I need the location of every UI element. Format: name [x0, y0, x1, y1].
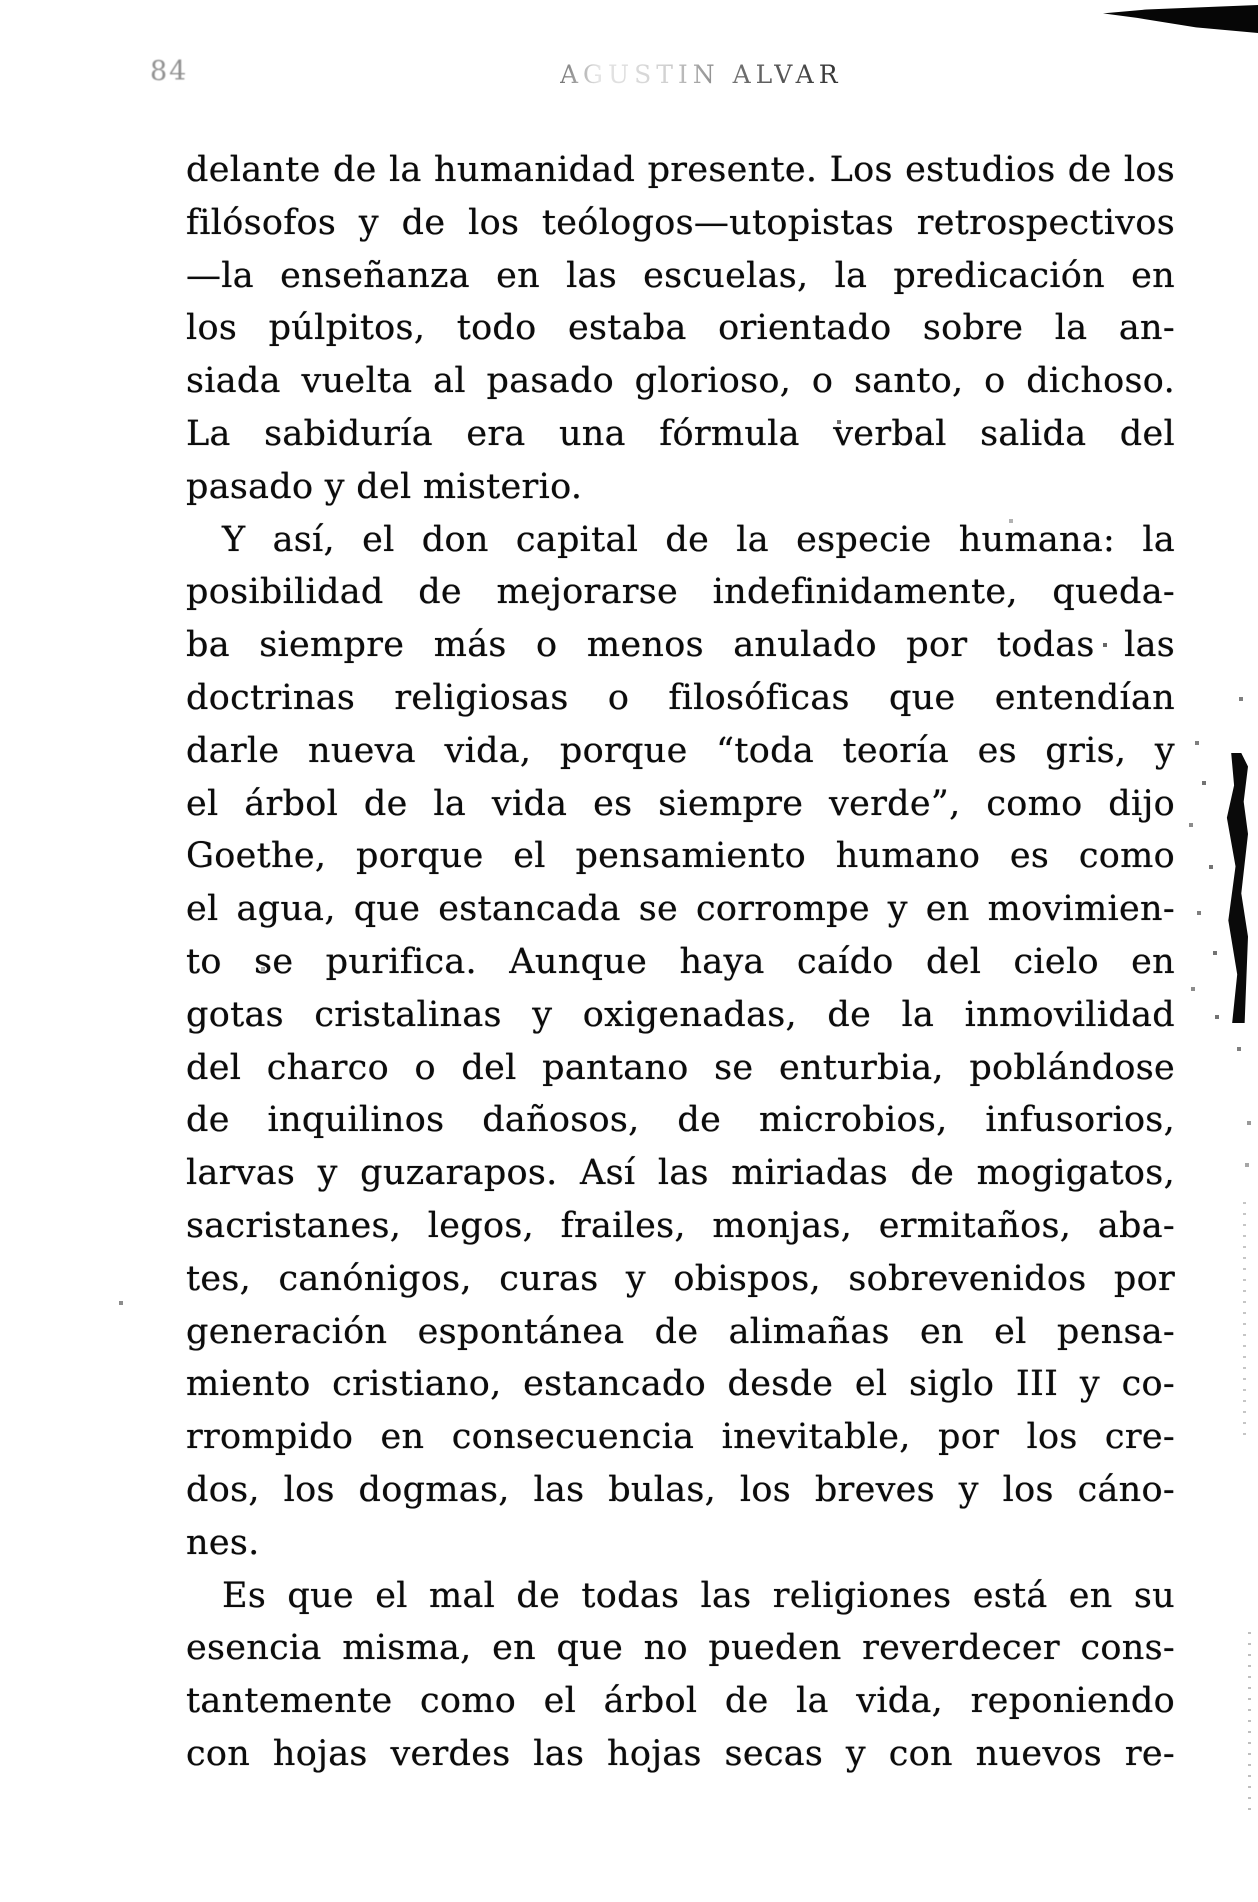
scan-noise-specks	[0, 0, 2, 2]
text-line: con hojas verdes las hojas secas y con nuevos re-	[186, 1733, 1175, 1774]
text-line: miento cristiano, estancado desde el siglo III y co-	[186, 1364, 1175, 1405]
text-line: delante de la humanidad presente. Los estudios de los	[186, 150, 1175, 190]
text-line: doctrinas religiosas o filosóficas que entendían	[186, 677, 1175, 718]
text-line: el agua, que estancada se corrompe y en movimien-	[186, 889, 1175, 930]
scan-dotted-mark	[1248, 1630, 1251, 1810]
text-line: larvas y guzarapos. Así las miriadas de mogigatos,	[186, 1153, 1175, 1194]
text-line: siada vuelta al pasado glorioso, o santo, o dichoso.	[186, 361, 1175, 402]
text-line: sacristanes, legos, frailes, monjas, ermitaños, aba-	[186, 1205, 1175, 1246]
text-line: to se purifica. Aunque haya caído del cielo en	[186, 941, 1175, 982]
text-line: gotas cristalinas y oxigenadas, de la inmovilidad	[186, 994, 1175, 1035]
text-line: de inquilinos dañosos, de microbios, infusorios,	[186, 1100, 1175, 1141]
text-line: el árbol de la vida es siempre verde”, como dijo	[186, 783, 1175, 824]
scan-dotted-mark	[1243, 1195, 1246, 1435]
text-line: ba siempre más o menos anulado por todas las	[186, 625, 1175, 666]
text-line: los púlpitos, todo estaba orientado sobre la an-	[186, 308, 1175, 349]
text-line: Es que el mal de todas las religiones está en su	[222, 1575, 1175, 1616]
text-line: del charco o del pantano se enturbia, poblándose	[186, 1047, 1175, 1088]
text-line: Y así, el don capital de la especie humana: la	[222, 519, 1175, 560]
text-line: posibilidad de mejorarse indefinidamente, queda-	[186, 572, 1175, 613]
text-line: —la enseñanza en las escuelas, la predicación en	[186, 255, 1175, 296]
page-body-text	[186, 144, 1175, 1781]
text-line: darle nueva vida, porque “toda teoría es gris, y	[186, 730, 1175, 771]
text-line: esencia misma, en que no pueden reverdecer cons-	[186, 1628, 1175, 1669]
text-line: pasado y del misterio.	[186, 466, 583, 507]
ink-smudge-artifact	[1224, 753, 1248, 1023]
text-line: nes.	[186, 1522, 260, 1563]
text-line: La sabiduría era una fórmula verbal salida del	[186, 413, 1175, 454]
text-line: rrompido en consecuencia inevitable, por los cre-	[186, 1417, 1175, 1458]
text-line: tantemente como el árbol de la vida, reponiendo	[186, 1681, 1175, 1722]
text-line: generación espontánea de alimañas en el pensa-	[186, 1311, 1175, 1352]
scan-corner-artifact	[1103, 5, 1258, 33]
running-title: AGUSTIN ALVAREZ	[560, 60, 889, 89]
text-line: filósofos y de los teólogos—utopistas retrospectivos	[186, 202, 1175, 243]
page-number: 84	[150, 56, 189, 87]
text-line: Goethe, porque el pensamiento humano es como	[186, 836, 1175, 877]
text-line: tes, canónigos, curas y obispos, sobrevenidos por	[186, 1258, 1175, 1299]
text-line: dos, los dogmas, las bulas, los breves y los cáno-	[186, 1469, 1175, 1510]
